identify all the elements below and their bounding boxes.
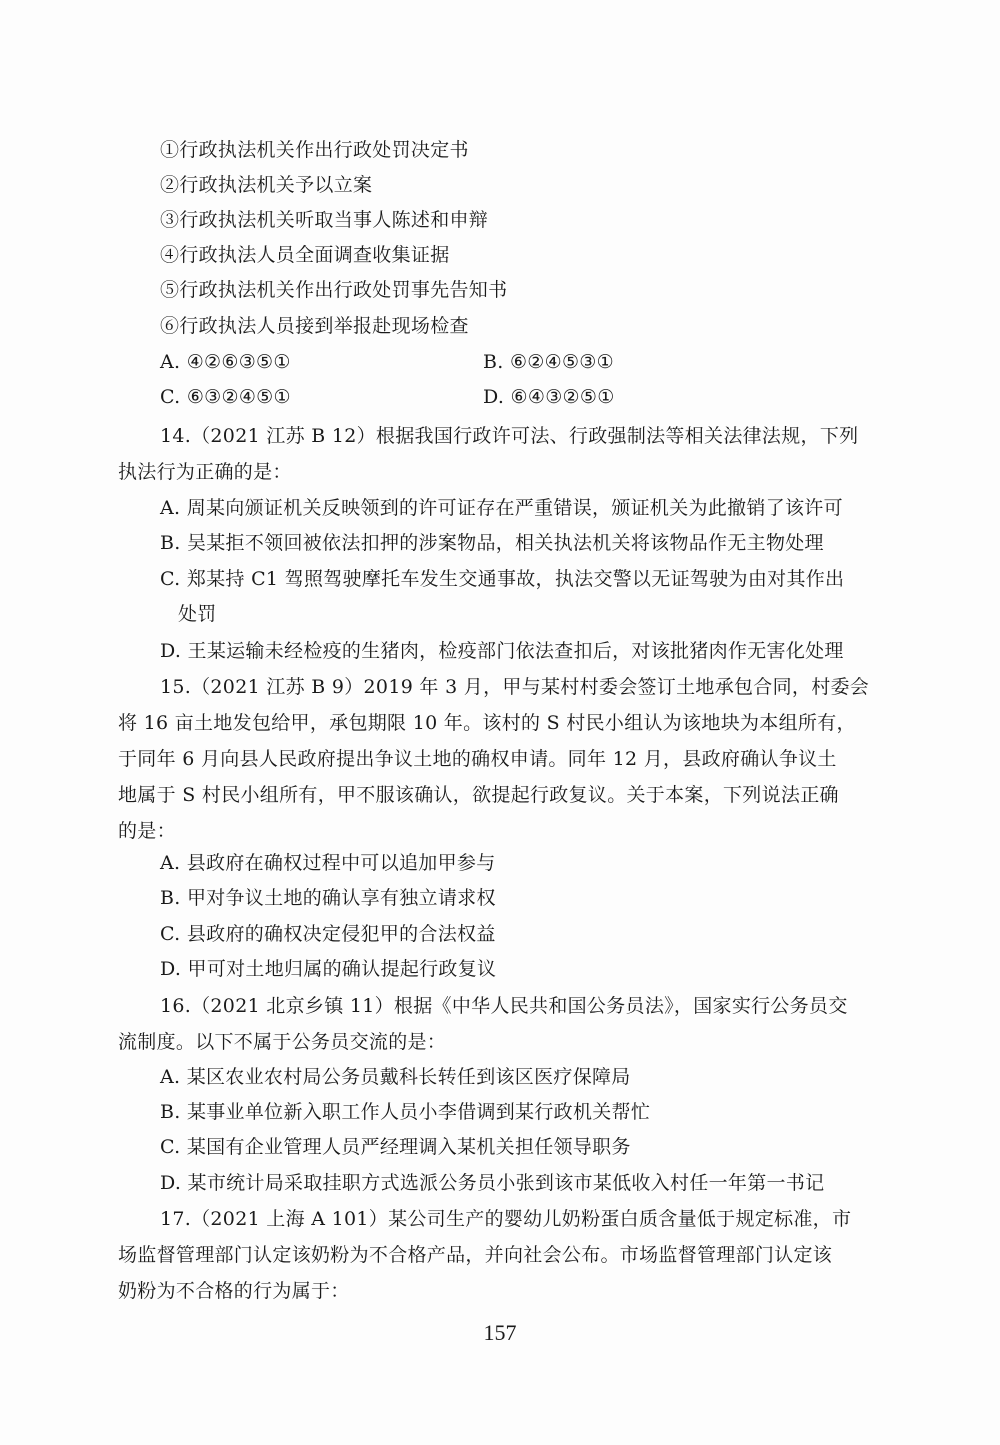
- step-6: ⑥行政执法人员接到举报赴现场检查: [160, 315, 469, 337]
- q17-stem-line3: 奶粉为不合格的行为属于：: [118, 1280, 350, 1302]
- step-2: ②行政执法机关予以立案: [160, 174, 373, 196]
- q16-option-d: D. 某市统计局采取挂职方式选派公务员小张到该市某低收入村任一年第一书记: [160, 1172, 825, 1194]
- step-3: ③行政执法机关听取当事人陈述和申辩: [160, 209, 489, 231]
- q14-option-d: D. 王某运输未经检疫的生猪肉，检疫部门依法查扣后，对该批猪肉作无害化处理: [160, 640, 844, 662]
- q15-stem-line2: 将 16 亩土地发包给甲，承包期限 10 年。该村的 S 村民小组认为该地块为本组所有，: [118, 712, 856, 734]
- q17-stem-line2: 场监督管理部门认定该奶粉为不合格产品，并向社会公布。市场监督管理部门认定该: [118, 1244, 833, 1266]
- q14-option-a: A. 周某向颁证机关反映领到的许可证存在严重错误，颁证机关为此撤销了该许可: [160, 497, 843, 519]
- q15-stem-line3: 于同年 6 月向县人民政府提出争议土地的确权申请。同年 12 月，县政府确认争议土: [118, 748, 837, 770]
- step-5: ⑤行政执法机关作出行政处罚事先告知书: [160, 279, 508, 301]
- q14-option-c-line2: 处罚: [178, 603, 217, 625]
- q16-option-a: A. 某区农业农村局公务员戴科长转任到该区医疗保障局: [160, 1066, 631, 1088]
- q17-stem-line1: 17.（2021 上海 A 101）某公司生产的婴幼儿奶粉蛋白质含量低于规定标准，市: [160, 1208, 852, 1230]
- step-4: ④行政执法人员全面调查收集证据: [160, 244, 450, 266]
- q14-stem-line2: 执法行为正确的是：: [118, 461, 292, 483]
- page-number: 157: [483, 1320, 517, 1345]
- q16-stem-line1: 16.（2021 北京乡镇 11）根据《中华人民共和国公务员法》，国家实行公务员交: [160, 995, 848, 1017]
- q13-option-a: A. ④②⑥③⑤①: [160, 351, 291, 373]
- q15-option-b: B. 甲对争议土地的确认享有独立请求权: [160, 887, 496, 909]
- q13-option-d: D. ⑥④③②⑤①: [483, 386, 615, 408]
- step-1: ①行政执法机关作出行政处罚决定书: [160, 139, 469, 161]
- q16-stem-line2: 流制度。以下不属于公务员交流的是：: [118, 1031, 447, 1053]
- q13-option-c: C. ⑥③②④⑤①: [160, 386, 291, 408]
- q16-option-c: C. 某国有企业管理人员严经理调入某机关担任领导职务: [160, 1136, 631, 1158]
- q15-option-a: A. 县政府在确权过程中可以追加甲参与: [160, 852, 496, 874]
- q15-option-d: D. 甲可对土地归属的确认提起行政复议: [160, 958, 497, 980]
- q14-option-b: B. 吴某拒不领回被依法扣押的涉案物品，相关执法机关将该物品作无主物处理: [160, 532, 824, 554]
- q15-option-c: C. 县政府的确权决定侵犯甲的合法权益: [160, 923, 496, 945]
- q15-stem-line4: 地属于 S 村民小组所有，甲不服该确认，欲提起行政复议。关于本案，下列说法正确: [118, 784, 839, 806]
- q16-option-b: B. 某事业单位新入职工作人员小李借调到某行政机关帮忙: [160, 1101, 651, 1123]
- q15-stem-line5: 的是：: [118, 820, 176, 842]
- q15-stem-line1: 15.（2021 江苏 B 9）2019 年 3 月，甲与某村村委会签订土地承包合同，村委会: [160, 676, 870, 698]
- q13-option-b: B. ⑥②④⑤③①: [483, 351, 614, 373]
- q14-stem-line1: 14.（2021 江苏 B 12）根据我国行政许可法、行政强制法等相关法律法规，下列: [160, 425, 859, 447]
- q14-option-c-line1: C. 郑某持 C1 驾照驾驶摩托车发生交通事故，执法交警以无证驾驶为由对其作出: [160, 568, 845, 590]
